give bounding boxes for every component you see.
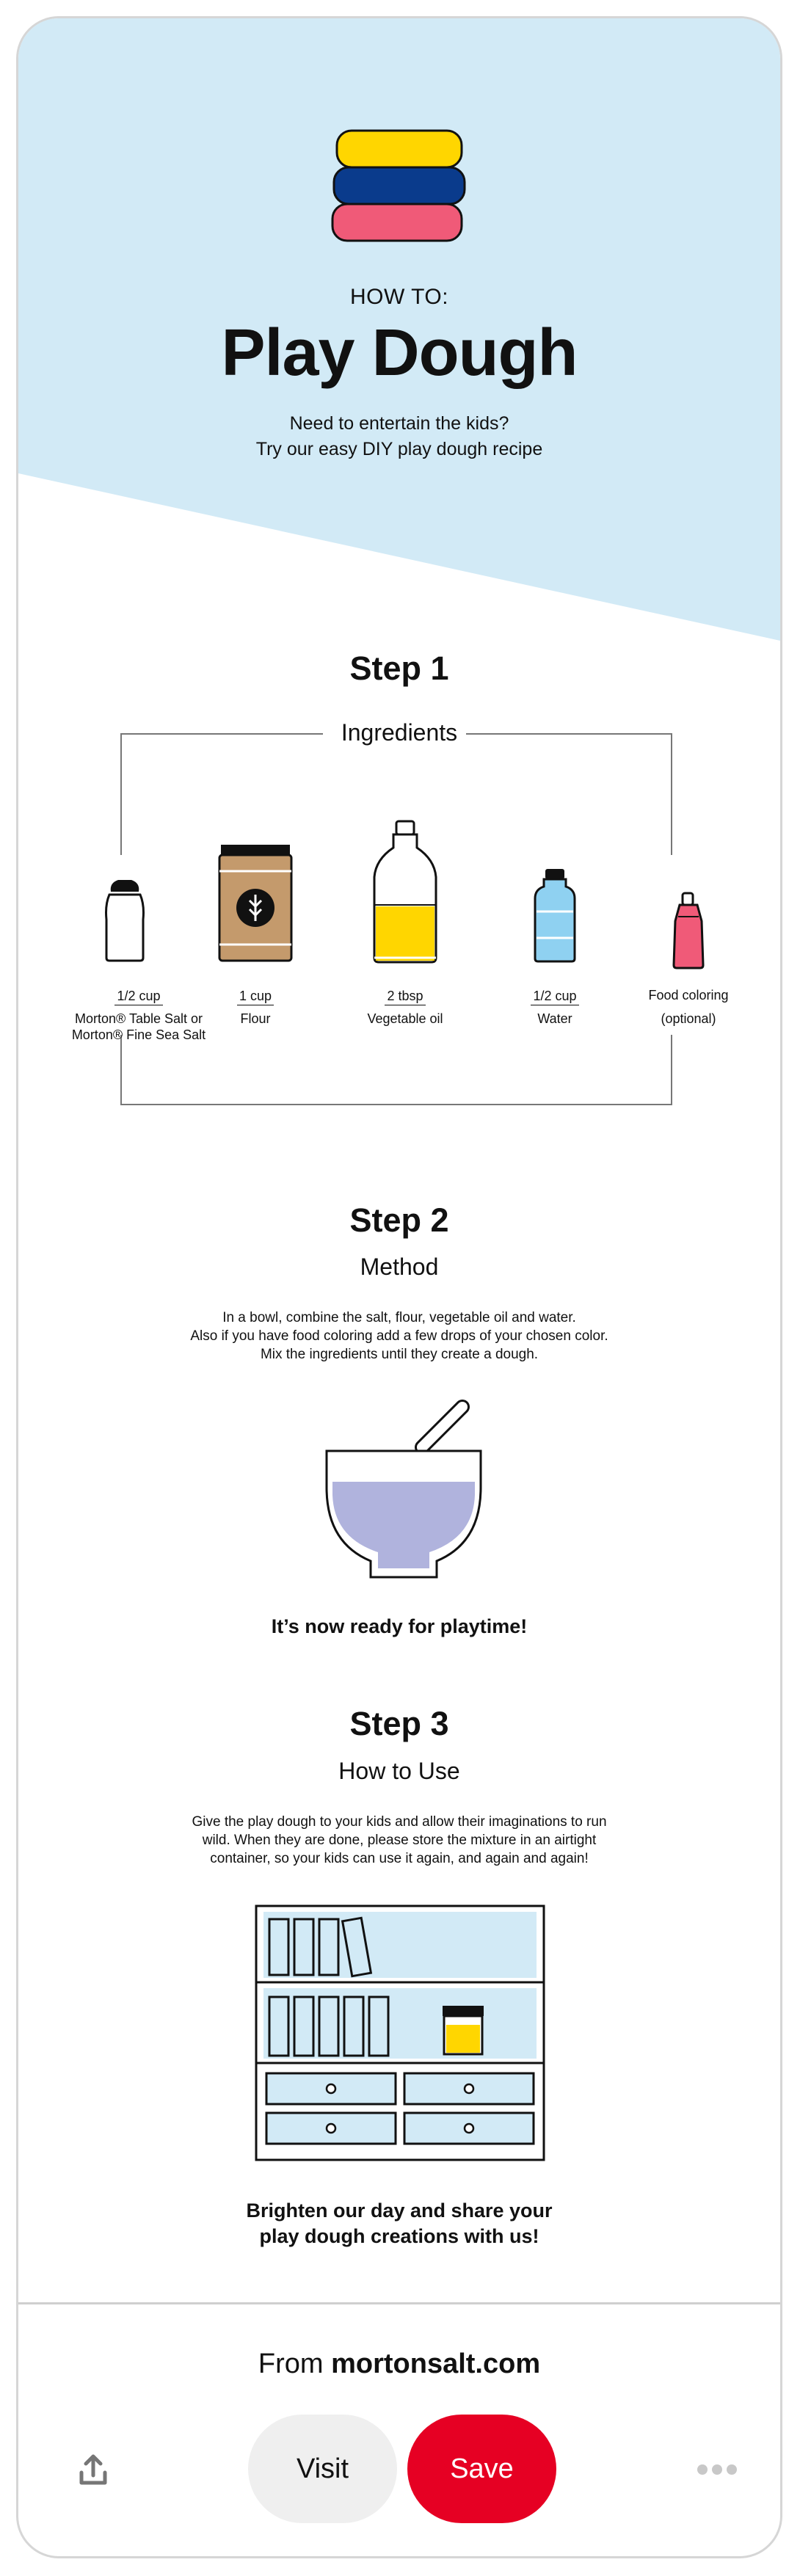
oil-jug-icon	[368, 818, 442, 965]
usage-line-3: container, so your kids can use it again, and again and again!	[210, 1851, 589, 1866]
source-prefix: From	[258, 2348, 324, 2379]
source-domain[interactable]: mortonsalt.com	[331, 2348, 541, 2379]
share-button[interactable]	[71, 2448, 115, 2492]
flour-bag-icon	[215, 842, 296, 964]
ingredients-title: Ingredients	[341, 719, 458, 746]
method-line-3: Mix the ingredients until they create a dough.	[260, 1347, 539, 1362]
playtime-callout: It’s now ready for playtime!	[271, 1615, 528, 1637]
ingredient-salt-name-line-1: Morton® Table Salt or	[74, 1011, 203, 1026]
method-text	[18, 1309, 780, 1364]
how-to-use-text	[18, 1813, 780, 1868]
storage-shelf-icon	[253, 1903, 547, 2164]
footer-divider	[18, 2302, 780, 2304]
method-title: Method	[360, 1254, 439, 1280]
step-1-heading: Step 1	[349, 650, 449, 687]
step-3-heading: Step 3	[349, 1705, 449, 1742]
share-callout	[18, 2198, 780, 2249]
ingredient-water-name: Water	[537, 1011, 572, 1026]
water-bottle-icon	[532, 866, 578, 964]
play-dough-stack-icon	[327, 125, 473, 246]
step-2-heading: Step 2	[349, 1201, 449, 1239]
source-link[interactable]	[18, 2348, 780, 2380]
more-options-button[interactable]	[694, 2451, 741, 2488]
page-title: Play Dough	[221, 316, 578, 390]
share-callout-line-1: Brighten our day and share your	[246, 2200, 553, 2222]
ingredient-oil-name: Vegetable oil	[367, 1011, 443, 1026]
save-button[interactable]: Save	[407, 2415, 556, 2523]
share-callout-line-2: play dough creations with us!	[259, 2225, 539, 2247]
howto-label: HOW TO:	[349, 285, 449, 309]
more-icon	[697, 2464, 738, 2475]
food-coloring-tube-icon	[668, 892, 709, 972]
method-line-2: Also if you have food coloring add a few drops of your chosen color.	[190, 1328, 608, 1344]
ingredient-salt-qty: 1/2 cup	[58, 989, 219, 1004]
ingredient-food-coloring-name: Food coloring	[648, 988, 729, 1003]
ingredient-flour-qty: 1 cup	[197, 989, 314, 1004]
usage-line-1: Give the play dough to your kids and allow their imaginations to run	[192, 1814, 607, 1830]
pin-card	[16, 16, 782, 2558]
mixing-bowl-icon	[319, 1385, 488, 1587]
method-line-1: In a bowl, combine the salt, flour, vegetable oil and water.	[222, 1310, 576, 1325]
ingredient-food-coloring-note: (optional)	[661, 1011, 716, 1026]
subtitle-line-2: Try our easy DIY play dough recipe	[255, 439, 543, 459]
visit-button[interactable]: Visit	[248, 2415, 397, 2523]
how-to-use-title: How to Use	[338, 1758, 460, 1784]
ingredient-oil-qty: 2 tbsp	[332, 989, 479, 1004]
subtitle-line-1: Need to entertain the kids?	[289, 413, 509, 434]
salt-shaker-icon	[99, 876, 150, 964]
ingredient-salt-name-line-2: Morton® Fine Sea Salt	[71, 1027, 206, 1042]
share-icon	[76, 2452, 111, 2487]
usage-line-2: wild. When they are done, please store the mixture in an airtight	[202, 1833, 597, 1848]
ingredient-water-qty: 1/2 cup	[496, 989, 614, 1004]
ingredient-flour-name: Flour	[240, 1011, 271, 1026]
hero-subtitle	[18, 411, 780, 462]
